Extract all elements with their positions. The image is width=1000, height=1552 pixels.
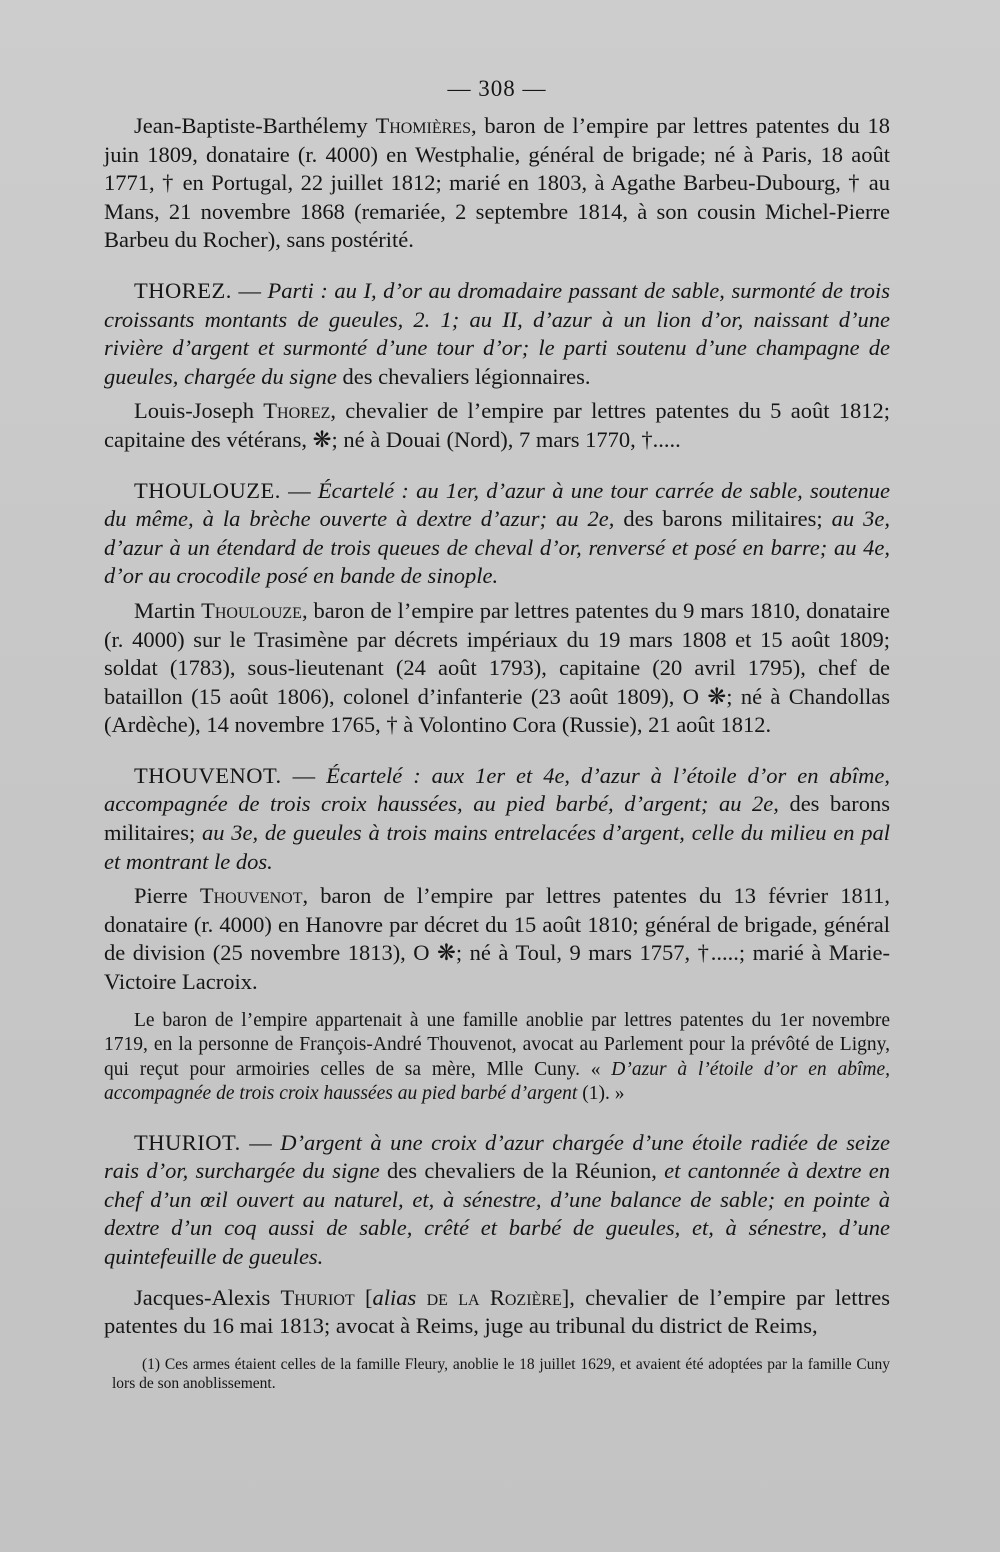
biography-text: ], chevalier de l’empire par lettres patentes du 16 mai 1813; avocat à Reims, juge au tribunal du district de Reims, (104, 1284, 890, 1339)
note-blazon: D’azur à l’étoile d’or en abîme, accompagnée de trois croix haussées au pied barbé d’argent (104, 1058, 890, 1105)
entry-thomieres (104, 112, 890, 255)
biography-text: , chevalier de l’empire par lettres patentes du 5 août 1812; capitaine des vétérans, ❋; né à Douai (Nord), 7 mars 1770, †..... (104, 398, 890, 452)
blazon-text: Écartelé : aux 1er et 4e, d’azur à l’étoile d’or en abîme, accompagnée de trois croix haussées, au pied barbé, d’argent; au 2e, (104, 762, 891, 817)
blazon-text-plain: des chevaliers légionnaires. (336, 363, 591, 389)
person-surname: Thouvenot (199, 883, 303, 909)
entry-thuriot (104, 1284, 890, 1341)
person-first-name: Jean-Baptiste-Barthélemy (134, 113, 376, 138)
person-surname: Thoulouze (201, 597, 302, 623)
blazon-text: Écartelé : au 1er, d’azur à une tour carrée de sable, soutenue du même, à la brèche ouverte à dextre d’azur; au 2e, (104, 477, 890, 532)
biography-text: , baron de l’empire par lettres patentes du 18 juin 1809, donataire (r. 4000) en Westphalie, général de brigade; né à Paris, 18 août 1771, † en Portugal, 22 juillet 1812; marié en 1803, à Agathe Barbeu-Dubourg, † au Mans, 21 novembre 1868 (remariée, 2 septembre 1814, à son cousin Michel-Pierre Barbeu du Rocher), sans postérité. (104, 113, 890, 253)
entry-thouvenot (104, 882, 890, 996)
biography-text: , baron de l’empire par lettres patentes du 9 mars 1810, donataire (r. 4000) sur le Trasimène par décrets impériaux du 19 mars 1808 et 15 août 1809; soldat (1783), sous-lieutenant (24 août 1793), capitaine (20 avril 1795), chef de bataillon (15 août 1806), colonel d’infanterie (23 août 1809), O ❋; né à Chandollas (Ardèche), 14 novembre 1765, † à Volontino Cora (Russie), 21 août 1812. (104, 597, 890, 738)
blazon-text-plain: des chevaliers de la Réunion, (379, 1158, 665, 1184)
blazon-text: au 3e, d’azur à un étendard de trois queues de cheval d’or, renversé et posé en barre; au 4e, d’or au crocodile posé en bande de sinople. (104, 506, 890, 589)
alias-label: alias (372, 1284, 417, 1310)
person-surname: Thomières (375, 113, 471, 138)
arms-thorez (104, 277, 890, 391)
alias-name: de la Rozière (416, 1284, 562, 1310)
biography-text: , baron de l’empire par lettres patentes du 13 février 1811, donataire (r. 4000) en Hanovre par décret du 15 août 1810; général de brigade, général de division (25 novembre 1813), O ❋; né à Toul, 9 mars 1757, †.....; marié à Marie-Victoire Lacroix. (104, 883, 891, 995)
bracket: [ (354, 1284, 373, 1310)
blazon-text: D’argent à une croix d’azur chargée d’une étoile radiée de seize rais d’or, surchargée du signe (104, 1129, 891, 1184)
blazon-text: Parti : au I, d’or au dromadaire passant de sable, surmonté de trois croissants montants de gueules, 2. 1; au II, d’azur à un lion d’or, naissant d’une rivière d’argent et surmonté d’une tour d’or; le parti soutenu d’une champagne de gueules, chargée du signe (104, 277, 891, 389)
heading-dash: — (281, 762, 327, 788)
heading-dash: — (280, 477, 318, 503)
family-note-thouvenot (104, 1009, 890, 1107)
person-surname: Thorez (263, 398, 331, 424)
entry-thorez (104, 397, 890, 454)
person-surname: Thuriot (280, 1284, 355, 1310)
person-first-name: Martin (134, 597, 202, 623)
footnote: (1) Ces armes étaient celles de la famille Fleury, anoblie le 18 juillet 1629, et avaient été adoptées par la famille Cuny lors de son anoblissement. (112, 1355, 890, 1392)
family-heading: THURIOT. (134, 1129, 241, 1155)
blazon-text-plain: des barons militaires; (104, 791, 890, 846)
arms-thuriot (104, 1129, 890, 1272)
person-first-name: Louis-Joseph (134, 398, 264, 424)
heading-dash: — (231, 277, 268, 303)
note-footnote-ref: (1). » (577, 1083, 625, 1105)
person-first-name: Jacques-Alexis (134, 1284, 281, 1310)
arms-thoulouze (104, 477, 890, 591)
family-heading: THOUVENOT. (134, 762, 282, 788)
page-number: — 308 — (447, 76, 547, 101)
family-heading: THOREZ. (134, 277, 232, 303)
family-heading: THOULOUZE. (134, 477, 281, 503)
blazon-text-plain: des barons militaires; (614, 506, 832, 532)
entry-thoulouze (104, 597, 890, 740)
blazon-text: et cantonnée à dextre en chef d’un œil ouvert au naturel, et, à sénestre, d’une balance de sable; en pointe à dextre d’un coq aussi de sable, crêté et barbé de gueules, et, à sénestre, d’une quintefeuille de gueules. (104, 1158, 890, 1269)
blazon-text: au 3e, de gueules à trois mains entrelacées d’argent, celle du milieu en pal et montrant le dos. (104, 820, 890, 874)
arms-thouvenot (104, 762, 890, 876)
heading-dash: — (240, 1129, 281, 1155)
note-text: Le baron de l’empire appartenait à une famille anoblie par lettres patentes du 1er novembre 1719, en la personne de François-André Thouvenot, avocat au Parlement pour la prévôté de Ligny, qui reçut pour armoiries celles de sa mère, Mlle Cuny. « (104, 1009, 890, 1080)
person-first-name: Pierre (134, 883, 200, 909)
